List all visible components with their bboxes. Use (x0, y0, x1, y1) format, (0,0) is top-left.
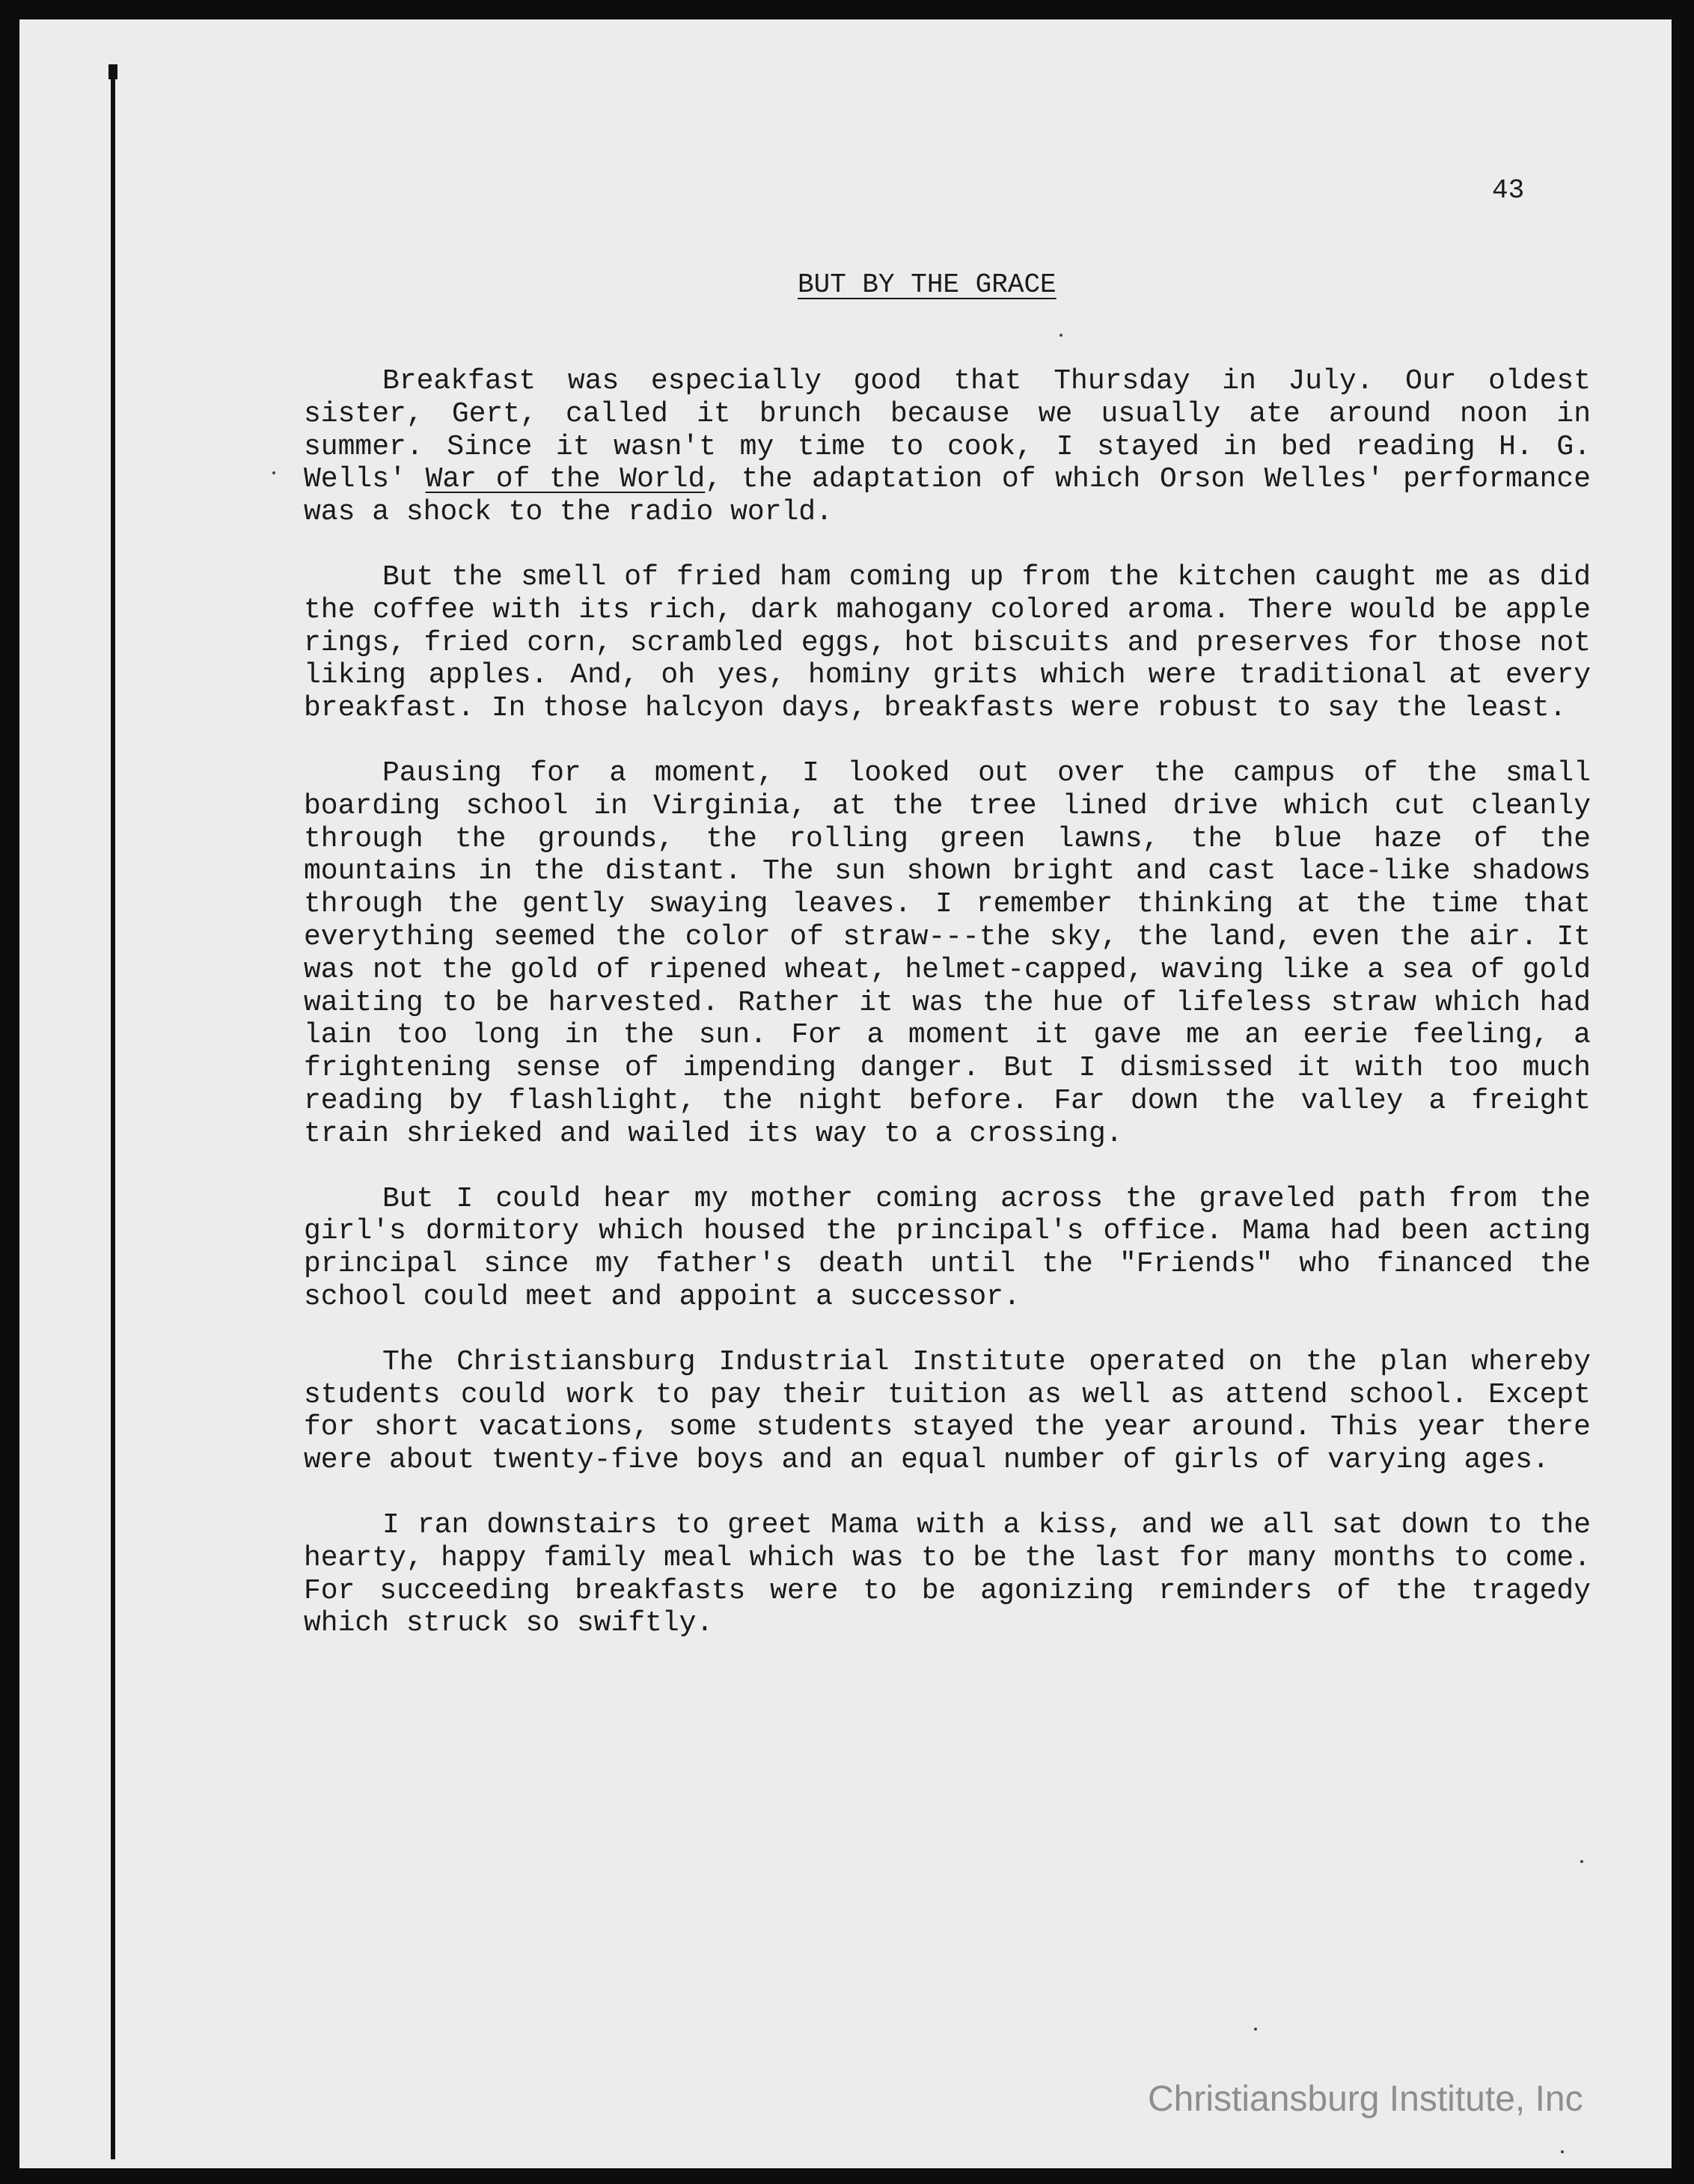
paragraph-text: Pausing for a moment, I looked out over the campus of the small boarding school in Virginia, at the tree lined drive which cut cleanly through the grounds, the rolling green lawns, the blue haze of the mountains in the distant. The sun shown bright and cast lace-like shadows through the gently swaying leaves. I remember thinking at the time that everything seemed the color of straw---the sky, the land, even the air. It was not the gold of ripened wheat, helmet-capped, waving like a sea of gold waiting to be harvested. Rather it was the hue of lifeless straw which had lain too long in the sun. For a moment it gave me an eerie feeling, a frightening sense of impending danger. But I dismissed it with too much reading by flashlight, the night before. Far down the valley a freight train shrieked and wailed its way to a crossing. (304, 756, 1591, 1150)
paragraph-text: But I could hear my mother coming across the graveled path from the girl's dormitory which housed the principal's office. Mama had been acting principal since my father's death until the "Friends" who financed the school could meet and appoint a successor. (304, 1182, 1591, 1313)
paragraph-pausing (304, 757, 1591, 1151)
body-text (304, 365, 1591, 1672)
speck (1254, 2028, 1257, 2031)
document-page (19, 19, 1672, 2168)
book-title: War of the World (425, 463, 706, 496)
paragraph-text: Breakfast was especially good that Thursday in July. Our oldest sister, Gert, called it brunch because we usually ate around noon in summer. Since it wasn't my time to cook, I stayed in bed reading H. G. Wells' (304, 365, 1591, 496)
story-title: BUT BY THE GRACE (798, 269, 1057, 300)
watermark: Christiansburg Institute, Inc (1148, 2079, 1583, 2119)
binding-notch (108, 64, 117, 79)
page-number: 43 (1492, 175, 1525, 206)
paragraph-mother (304, 1183, 1591, 1314)
paragraph-text: But the smell of fried ham coming up from the kitchen caught me as did the coffee with its rich, dark mahogany colored aroma. There would be apple rings, fried corn, scrambled eggs, hot biscuits and preserves for those not liking apples. And, oh yes, hominy grits which were traditional at every breakfast. In those halcyon days, breakfasts were robust to say the least. (304, 560, 1591, 725)
paragraph-downstairs (304, 1509, 1591, 1640)
paragraph-institute (304, 1346, 1591, 1477)
paragraph-smell (304, 561, 1591, 725)
speck (1059, 334, 1062, 337)
speck (1580, 1860, 1583, 1863)
binding-line (111, 64, 115, 2159)
paragraph-text: , the adaptation of which Orson Welles' performance was a shock to the radio world. (304, 463, 1591, 529)
paragraph-breakfast (304, 365, 1591, 529)
speck (272, 471, 275, 474)
paragraph-text: I ran downstairs to greet Mama with a kiss, and we all sat down to the hearty, happy family meal which was to be the last for many months to come. For succeeding breakfasts were to be agonizing reminders of the tragedy which struck so swiftly. (304, 1508, 1591, 1640)
speck (1561, 2150, 1564, 2153)
paragraph-text: The Christiansburg Industrial Institute operated on the plan whereby students could work to pay their tuition as well as attend school. Except for short vacations, some students stayed the year around. This year there were about twenty-five boys and an equal number of girls of varying ages. (304, 1345, 1591, 1477)
